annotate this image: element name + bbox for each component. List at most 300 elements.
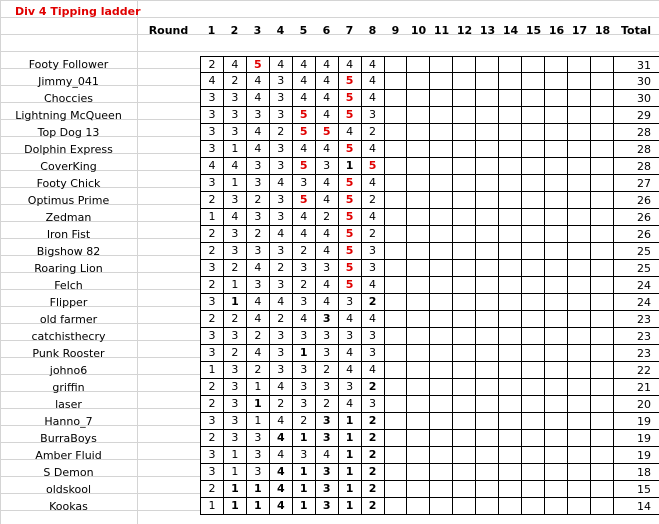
score-cell[interactable]: 4 <box>316 277 339 294</box>
score-cell[interactable]: 3 <box>270 345 293 362</box>
score-cell[interactable] <box>453 124 476 141</box>
score-cell[interactable] <box>545 311 568 328</box>
score-cell[interactable]: 4 <box>201 158 224 175</box>
score-cell[interactable] <box>499 90 522 107</box>
score-cell[interactable] <box>568 328 591 345</box>
score-cell[interactable]: 3 <box>316 345 339 362</box>
score-cell[interactable] <box>568 73 591 90</box>
score-cell[interactable] <box>385 294 408 311</box>
score-cell[interactable]: 4 <box>247 73 270 90</box>
player-name[interactable]: Dolphin Express <box>24 143 113 156</box>
score-cell[interactable]: 2 <box>247 328 270 345</box>
score-cell[interactable] <box>476 396 499 413</box>
score-cell[interactable]: 4 <box>224 209 247 226</box>
score-cell[interactable] <box>545 243 568 260</box>
score-cell[interactable] <box>545 277 568 294</box>
score-cell[interactable] <box>385 464 408 481</box>
score-cell[interactable] <box>407 447 430 464</box>
score-cell[interactable] <box>476 362 499 379</box>
score-cell[interactable] <box>453 56 476 73</box>
score-cell[interactable]: 4 <box>247 141 270 158</box>
score-cell[interactable] <box>545 73 568 90</box>
score-cell[interactable] <box>476 90 499 107</box>
score-cell[interactable] <box>545 175 568 192</box>
score-cell[interactable] <box>591 277 614 294</box>
score-cell[interactable] <box>545 396 568 413</box>
score-cell[interactable]: 3 <box>270 107 293 124</box>
score-cell[interactable]: 3 <box>224 90 247 107</box>
score-cell[interactable]: 4 <box>293 56 316 73</box>
score-cell[interactable]: 5 <box>339 90 362 107</box>
score-cell[interactable] <box>407 294 430 311</box>
score-cell[interactable]: 5 <box>339 175 362 192</box>
score-cell[interactable] <box>545 498 568 515</box>
score-cell[interactable]: 5 <box>339 243 362 260</box>
score-cell[interactable]: 1 <box>339 158 362 175</box>
score-cell[interactable] <box>522 396 545 413</box>
score-cell[interactable]: 1 <box>339 481 362 498</box>
score-cell[interactable]: 5 <box>293 158 316 175</box>
score-cell[interactable]: 2 <box>247 226 270 243</box>
score-cell[interactable]: 4 <box>201 73 224 90</box>
score-cell[interactable]: 4 <box>293 141 316 158</box>
score-cell[interactable]: 1 <box>293 345 316 362</box>
score-cell[interactable]: 2 <box>224 345 247 362</box>
score-cell[interactable]: 3 <box>224 362 247 379</box>
score-cell[interactable] <box>453 294 476 311</box>
score-cell[interactable]: 2 <box>362 447 385 464</box>
score-cell[interactable]: 2 <box>201 277 224 294</box>
score-cell[interactable] <box>407 124 430 141</box>
score-cell[interactable] <box>591 498 614 515</box>
score-cell[interactable]: 3 <box>339 328 362 345</box>
score-cell[interactable] <box>591 56 614 73</box>
score-cell[interactable] <box>407 209 430 226</box>
score-cell[interactable] <box>591 226 614 243</box>
score-cell[interactable]: 5 <box>247 56 270 73</box>
score-cell[interactable] <box>407 481 430 498</box>
score-cell[interactable]: 4 <box>339 345 362 362</box>
player-name[interactable]: laser <box>55 398 82 411</box>
score-cell[interactable]: 4 <box>316 107 339 124</box>
total-cell[interactable]: 19 <box>613 413 659 430</box>
score-cell[interactable]: 3 <box>224 379 247 396</box>
score-cell[interactable]: 4 <box>293 311 316 328</box>
score-cell[interactable] <box>476 447 499 464</box>
score-cell[interactable]: 4 <box>339 396 362 413</box>
score-cell[interactable] <box>522 345 545 362</box>
player-name[interactable]: oldskool <box>46 483 91 496</box>
score-cell[interactable] <box>499 175 522 192</box>
score-cell[interactable] <box>430 56 453 73</box>
score-cell[interactable] <box>545 447 568 464</box>
score-cell[interactable] <box>430 226 453 243</box>
total-cell[interactable]: 25 <box>613 243 659 260</box>
score-cell[interactable]: 3 <box>201 141 224 158</box>
score-cell[interactable] <box>407 243 430 260</box>
score-cell[interactable]: 3 <box>270 209 293 226</box>
score-cell[interactable] <box>568 141 591 158</box>
score-cell[interactable]: 4 <box>270 464 293 481</box>
score-cell[interactable] <box>453 413 476 430</box>
score-cell[interactable] <box>568 379 591 396</box>
score-cell[interactable]: 3 <box>224 124 247 141</box>
score-cell[interactable]: 4 <box>339 124 362 141</box>
score-cell[interactable]: 4 <box>316 73 339 90</box>
total-cell[interactable]: 23 <box>613 311 659 328</box>
score-cell[interactable] <box>522 124 545 141</box>
score-cell[interactable]: 1 <box>247 481 270 498</box>
score-cell[interactable] <box>499 158 522 175</box>
score-cell[interactable] <box>476 464 499 481</box>
total-cell[interactable]: 25 <box>613 260 659 277</box>
total-cell[interactable]: 30 <box>613 73 659 90</box>
score-cell[interactable] <box>499 107 522 124</box>
total-cell[interactable]: 24 <box>613 277 659 294</box>
score-cell[interactable] <box>430 107 453 124</box>
total-cell[interactable]: 24 <box>613 294 659 311</box>
score-cell[interactable] <box>385 447 408 464</box>
score-cell[interactable]: 4 <box>339 56 362 73</box>
score-cell[interactable] <box>522 56 545 73</box>
score-cell[interactable] <box>545 413 568 430</box>
total-cell[interactable]: 26 <box>613 209 659 226</box>
score-cell[interactable] <box>545 107 568 124</box>
total-cell[interactable]: 22 <box>613 362 659 379</box>
score-cell[interactable] <box>407 277 430 294</box>
score-cell[interactable] <box>591 141 614 158</box>
score-cell[interactable]: 3 <box>270 90 293 107</box>
score-cell[interactable]: 3 <box>293 175 316 192</box>
score-cell[interactable] <box>545 430 568 447</box>
score-cell[interactable]: 3 <box>316 464 339 481</box>
score-cell[interactable] <box>430 73 453 90</box>
score-cell[interactable] <box>568 175 591 192</box>
score-cell[interactable] <box>407 107 430 124</box>
score-cell[interactable] <box>430 362 453 379</box>
score-cell[interactable]: 3 <box>362 396 385 413</box>
score-cell[interactable]: 3 <box>362 328 385 345</box>
score-cell[interactable]: 5 <box>316 124 339 141</box>
score-cell[interactable]: 1 <box>339 464 362 481</box>
score-cell[interactable] <box>407 362 430 379</box>
score-cell[interactable]: 1 <box>339 430 362 447</box>
score-cell[interactable] <box>591 481 614 498</box>
score-cell[interactable] <box>522 277 545 294</box>
score-cell[interactable]: 4 <box>316 226 339 243</box>
score-cell[interactable] <box>476 413 499 430</box>
score-cell[interactable] <box>545 226 568 243</box>
score-cell[interactable] <box>430 243 453 260</box>
player-name[interactable]: Iron Fist <box>46 228 91 241</box>
total-cell[interactable]: 30 <box>613 90 659 107</box>
score-cell[interactable]: 1 <box>224 294 247 311</box>
score-cell[interactable]: 3 <box>224 396 247 413</box>
score-cell[interactable]: 4 <box>270 175 293 192</box>
score-cell[interactable] <box>407 158 430 175</box>
score-cell[interactable] <box>568 481 591 498</box>
score-cell[interactable]: 1 <box>339 413 362 430</box>
score-cell[interactable]: 1 <box>224 175 247 192</box>
score-cell[interactable]: 4 <box>362 141 385 158</box>
player-name[interactable]: catchisthecry <box>31 330 106 343</box>
score-cell[interactable] <box>522 464 545 481</box>
score-cell[interactable] <box>453 73 476 90</box>
score-cell[interactable] <box>476 192 499 209</box>
score-cell[interactable] <box>385 90 408 107</box>
total-cell[interactable]: 26 <box>613 192 659 209</box>
score-cell[interactable] <box>430 294 453 311</box>
score-cell[interactable] <box>499 124 522 141</box>
score-cell[interactable] <box>545 209 568 226</box>
score-cell[interactable] <box>430 90 453 107</box>
score-cell[interactable] <box>476 277 499 294</box>
score-cell[interactable] <box>499 73 522 90</box>
score-cell[interactable] <box>545 328 568 345</box>
score-cell[interactable]: 4 <box>362 90 385 107</box>
score-cell[interactable]: 3 <box>201 90 224 107</box>
score-cell[interactable]: 1 <box>201 362 224 379</box>
player-name[interactable]: griffin <box>52 381 85 394</box>
score-cell[interactable] <box>385 226 408 243</box>
score-cell[interactable] <box>568 294 591 311</box>
score-cell[interactable] <box>568 311 591 328</box>
score-cell[interactable]: 3 <box>316 379 339 396</box>
score-cell[interactable]: 3 <box>201 413 224 430</box>
score-cell[interactable] <box>522 447 545 464</box>
score-cell[interactable] <box>591 413 614 430</box>
total-cell[interactable]: 31 <box>613 56 659 73</box>
score-cell[interactable]: 2 <box>362 226 385 243</box>
score-cell[interactable] <box>430 124 453 141</box>
score-cell[interactable] <box>591 311 614 328</box>
score-cell[interactable] <box>385 362 408 379</box>
score-cell[interactable] <box>453 260 476 277</box>
score-cell[interactable] <box>568 396 591 413</box>
score-cell[interactable]: 2 <box>362 430 385 447</box>
score-cell[interactable] <box>476 498 499 515</box>
score-cell[interactable] <box>476 328 499 345</box>
score-cell[interactable]: 2 <box>316 362 339 379</box>
score-cell[interactable]: 3 <box>316 158 339 175</box>
score-cell[interactable]: 3 <box>316 498 339 515</box>
score-cell[interactable] <box>385 107 408 124</box>
score-cell[interactable]: 4 <box>247 294 270 311</box>
score-cell[interactable]: 2 <box>362 124 385 141</box>
score-cell[interactable]: 5 <box>362 158 385 175</box>
score-cell[interactable]: 1 <box>339 447 362 464</box>
score-cell[interactable]: 2 <box>362 294 385 311</box>
score-cell[interactable] <box>453 498 476 515</box>
score-cell[interactable]: 3 <box>293 447 316 464</box>
score-cell[interactable]: 4 <box>316 294 339 311</box>
player-name[interactable]: Lightning McQueen <box>15 109 122 122</box>
score-cell[interactable]: 2 <box>224 311 247 328</box>
score-cell[interactable]: 3 <box>339 294 362 311</box>
score-cell[interactable] <box>591 430 614 447</box>
score-cell[interactable] <box>522 260 545 277</box>
score-cell[interactable] <box>522 481 545 498</box>
score-cell[interactable] <box>499 277 522 294</box>
total-cell[interactable]: 26 <box>613 226 659 243</box>
score-cell[interactable] <box>430 277 453 294</box>
score-cell[interactable] <box>453 430 476 447</box>
score-cell[interactable]: 2 <box>224 260 247 277</box>
score-cell[interactable]: 4 <box>293 73 316 90</box>
score-cell[interactable]: 5 <box>339 209 362 226</box>
score-cell[interactable]: 2 <box>362 498 385 515</box>
score-cell[interactable]: 1 <box>224 481 247 498</box>
score-cell[interactable] <box>407 226 430 243</box>
score-cell[interactable] <box>407 311 430 328</box>
score-cell[interactable]: 2 <box>201 311 224 328</box>
score-cell[interactable] <box>591 345 614 362</box>
score-cell[interactable] <box>385 243 408 260</box>
total-cell[interactable]: 29 <box>613 107 659 124</box>
score-cell[interactable]: 3 <box>247 447 270 464</box>
score-cell[interactable] <box>522 294 545 311</box>
score-cell[interactable]: 2 <box>362 481 385 498</box>
score-cell[interactable] <box>545 56 568 73</box>
score-cell[interactable]: 4 <box>362 277 385 294</box>
score-cell[interactable] <box>591 209 614 226</box>
score-cell[interactable] <box>568 226 591 243</box>
player-name[interactable]: S Demon <box>43 466 94 479</box>
player-name[interactable]: Felch <box>54 279 83 292</box>
score-cell[interactable]: 4 <box>270 294 293 311</box>
score-cell[interactable] <box>430 209 453 226</box>
score-cell[interactable]: 1 <box>224 498 247 515</box>
score-cell[interactable]: 1 <box>247 413 270 430</box>
score-cell[interactable]: 4 <box>270 447 293 464</box>
score-cell[interactable]: 4 <box>316 90 339 107</box>
score-cell[interactable]: 5 <box>339 226 362 243</box>
score-cell[interactable] <box>430 379 453 396</box>
score-cell[interactable] <box>453 209 476 226</box>
score-cell[interactable] <box>453 243 476 260</box>
score-cell[interactable]: 3 <box>247 243 270 260</box>
score-cell[interactable]: 3 <box>270 243 293 260</box>
score-cell[interactable]: 3 <box>201 294 224 311</box>
score-cell[interactable] <box>499 311 522 328</box>
score-cell[interactable]: 1 <box>247 396 270 413</box>
player-name[interactable]: Jimmy_041 <box>38 75 99 88</box>
score-cell[interactable]: 3 <box>201 260 224 277</box>
score-cell[interactable]: 1 <box>247 379 270 396</box>
score-cell[interactable]: 3 <box>270 362 293 379</box>
score-cell[interactable] <box>407 498 430 515</box>
score-cell[interactable] <box>591 158 614 175</box>
score-cell[interactable] <box>453 226 476 243</box>
score-cell[interactable] <box>545 481 568 498</box>
score-cell[interactable]: 3 <box>201 175 224 192</box>
score-cell[interactable]: 4 <box>362 175 385 192</box>
score-cell[interactable] <box>385 175 408 192</box>
score-cell[interactable] <box>407 379 430 396</box>
score-cell[interactable] <box>385 345 408 362</box>
score-cell[interactable] <box>430 447 453 464</box>
total-cell[interactable]: 23 <box>613 328 659 345</box>
score-cell[interactable]: 5 <box>339 141 362 158</box>
score-cell[interactable]: 4 <box>247 260 270 277</box>
score-cell[interactable]: 5 <box>339 73 362 90</box>
score-cell[interactable]: 2 <box>201 243 224 260</box>
score-cell[interactable] <box>385 209 408 226</box>
score-cell[interactable] <box>568 413 591 430</box>
score-cell[interactable] <box>568 192 591 209</box>
score-cell[interactable] <box>453 447 476 464</box>
score-cell[interactable] <box>568 260 591 277</box>
score-cell[interactable] <box>407 328 430 345</box>
player-name[interactable]: Punk Rooster <box>32 347 105 360</box>
score-cell[interactable]: 4 <box>316 141 339 158</box>
score-cell[interactable]: 2 <box>362 192 385 209</box>
score-cell[interactable] <box>385 141 408 158</box>
score-cell[interactable] <box>407 141 430 158</box>
score-cell[interactable] <box>522 362 545 379</box>
score-cell[interactable]: 4 <box>270 56 293 73</box>
score-cell[interactable] <box>385 430 408 447</box>
score-cell[interactable]: 3 <box>316 481 339 498</box>
score-cell[interactable]: 4 <box>362 56 385 73</box>
score-cell[interactable]: 2 <box>247 192 270 209</box>
score-cell[interactable] <box>545 124 568 141</box>
score-cell[interactable]: 4 <box>362 73 385 90</box>
score-cell[interactable] <box>430 430 453 447</box>
score-cell[interactable] <box>430 498 453 515</box>
score-cell[interactable]: 2 <box>201 192 224 209</box>
score-cell[interactable] <box>385 260 408 277</box>
score-cell[interactable]: 3 <box>201 107 224 124</box>
score-cell[interactable] <box>476 209 499 226</box>
score-cell[interactable]: 3 <box>316 311 339 328</box>
score-cell[interactable]: 3 <box>201 328 224 345</box>
score-cell[interactable] <box>568 447 591 464</box>
score-cell[interactable] <box>522 226 545 243</box>
score-cell[interactable] <box>453 481 476 498</box>
score-cell[interactable] <box>476 481 499 498</box>
score-cell[interactable]: 3 <box>270 277 293 294</box>
score-cell[interactable] <box>430 260 453 277</box>
score-cell[interactable] <box>499 362 522 379</box>
score-cell[interactable]: 1 <box>224 447 247 464</box>
score-cell[interactable] <box>545 379 568 396</box>
score-cell[interactable]: 4 <box>247 124 270 141</box>
player-name[interactable]: Kookas <box>49 500 88 513</box>
score-cell[interactable] <box>545 294 568 311</box>
score-cell[interactable] <box>568 56 591 73</box>
score-cell[interactable] <box>568 124 591 141</box>
score-cell[interactable]: 1 <box>293 430 316 447</box>
score-cell[interactable] <box>499 294 522 311</box>
player-name[interactable]: BurraBoys <box>40 432 97 445</box>
score-cell[interactable] <box>453 362 476 379</box>
score-cell[interactable] <box>568 345 591 362</box>
score-cell[interactable] <box>453 175 476 192</box>
score-cell[interactable]: 3 <box>293 260 316 277</box>
score-cell[interactable]: 4 <box>270 430 293 447</box>
score-cell[interactable] <box>591 107 614 124</box>
score-cell[interactable] <box>430 328 453 345</box>
score-cell[interactable]: 5 <box>339 107 362 124</box>
player-name[interactable]: Roaring Lion <box>34 262 103 275</box>
score-cell[interactable]: 1 <box>293 498 316 515</box>
score-cell[interactable] <box>430 464 453 481</box>
score-cell[interactable]: 3 <box>362 345 385 362</box>
score-cell[interactable] <box>499 379 522 396</box>
player-name[interactable]: old farmer <box>39 313 98 326</box>
player-name[interactable]: Choccies <box>43 92 94 105</box>
